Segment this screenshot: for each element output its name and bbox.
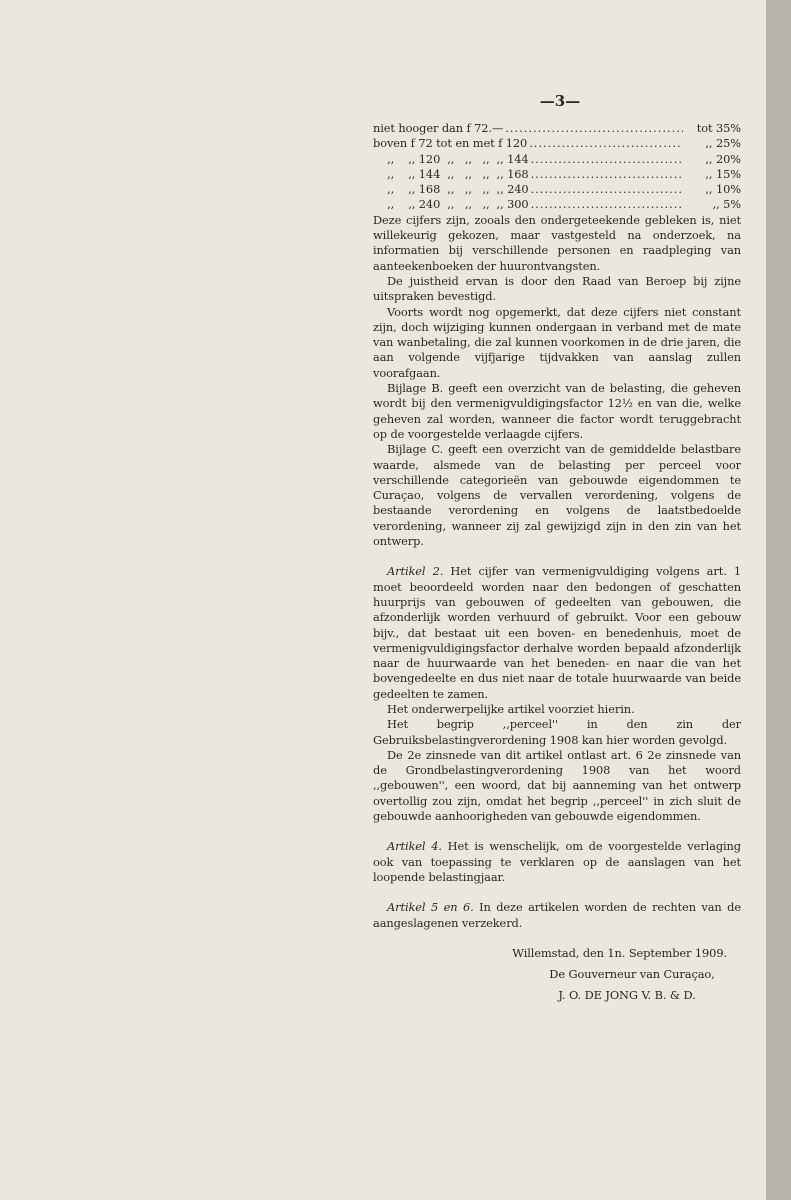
paragraph: De 2e zinsnede van dit artikel ontlast art. 6 2e zinsnede van de Grondbelastingverordening 1908 van het woord ,,gebouwen'', een woord, dat bij aanneming van het ontwerp overtollig zou zijn, omdat het begrip ,,perceel'' in zich sluit de gebouwde aanhoorigheden van gebouwde eigendommen. <box>373 747 741 824</box>
rate-label: niet hooger dan f 72.— <box>373 121 504 135</box>
artikel-text: Het is wenschelijk, om de voorgestelde verlaging ook van toepassing te verklaren op de aanslagen van het loopende belastingjaar. <box>373 839 741 884</box>
place-date: Willemstad, den 1n. September 1909. <box>512 945 727 960</box>
rate-row <box>373 136 741 151</box>
artikel-label: Artikel 4. <box>387 839 442 854</box>
rate-row <box>373 182 741 197</box>
rate-value: ,, 20% <box>705 151 741 166</box>
paragraph: Bijlage B. geeft een overzicht van de belasting, die geheven wordt bij den vermenigvuldigingsfactor 12½ en van die, welke geheven zal worden, wanneer die factor wordt teruggebracht op de voorgestelde verlaagde cijfers. <box>373 381 741 441</box>
rate-row <box>373 197 741 212</box>
rate-row <box>373 167 741 182</box>
rate-value: ,, 15% <box>705 166 741 181</box>
rate-label: boven f 72 tot en met f 120 <box>373 136 528 151</box>
paragraph: Bijlage C. geeft een overzicht van de gemiddelde belastbare waarde, alsmede van de belasting per perceel voor verschillende categorieën van gebouwde eigendommen te Curaçao, volgens de vervallen verordening, volgens de bestaande verordening en volgens de laatstbedoelde verordening, wanneer zij zal gewijzigd zijn in den zin van het ontwerp. <box>373 442 741 549</box>
paragraph: De juistheid ervan is door den Raad van Beroep bij zijne uitspraken bevestigd. <box>373 273 741 304</box>
page-content <box>373 121 741 1004</box>
artikel-text: Het cijfer van vermenigvuldiging volgens art. 1 moet beoordeeld worden naar den bedongen of geschatten huurprijs van gebouwen of gedeelten van gebouwen, die afzonderlijk worden verhuurd of gebruikt. Voor een gebouw bijv., dat bestaat uit een boven- en benedenhuis, moet de vermenigvuldigingsfactor derhalve worden bepaald afzonderlijk naar de huurwaarde van het beneden- en naar die van het bovengedeelte en dus niet naar de totale huurwaarde van beide gedeelten te zamen. <box>373 564 741 701</box>
rate-value: ,, 10% <box>705 182 741 197</box>
artikel-label: Artikel 2. <box>387 564 444 579</box>
signatory-title: De Gouverneur van Curaçao, <box>549 967 715 982</box>
rate-row <box>373 152 741 167</box>
artikel-4 <box>373 839 741 885</box>
rate-label: ,, ,, 240 ,, ,, ,, ,, 300 <box>373 197 529 212</box>
paragraph: Het begrip ,,perceel'' in den zin der Gebruiksbelastingverordening 1908 kan hier worden gevolgd. <box>373 717 741 747</box>
rate-table <box>373 121 741 213</box>
artikel-label: Artikel 5 en 6. <box>387 900 474 915</box>
rate-value: tot 35% <box>696 121 741 135</box>
rate-label: ,, ,, 144 ,, ,, ,, ,, 168 <box>373 166 529 181</box>
rate-value: ,, 5% <box>712 197 741 212</box>
paragraph: Voorts wordt nog opgemerkt, dat deze cijfers niet constant zijn, doch wijziging kunnen ondergaan in verband met de mate van wanbetaling, die zal kunnen voorkomen in de drie jaren, die aan volgende vijfjarige tijdvakken van aanslag zullen voorafgaan. <box>373 304 741 380</box>
rate-label: ,, ,, 120 ,, ,, ,, ,, 144 <box>373 151 529 166</box>
rate-label: ,, ,, 168 ,, ,, ,, ,, 240 <box>373 182 529 197</box>
page-edge <box>766 0 791 1200</box>
artikel-text: In deze artikelen worden de rechten van de aangeslagenen verzekerd. <box>373 900 741 930</box>
signature-name: J. O. DE JONG V. B. & D. <box>558 988 696 1003</box>
paragraph: Deze cijfers zijn, zooals den ondergeteekende gebleken is, niet willekeurig gekozen, maar vastgesteld na onderzoek, na informatien bij verschillende personen en raadpleging van aanteekenboeken der huurontvangsten. <box>373 212 741 273</box>
artikel-2 <box>373 564 741 702</box>
artikel-5-6 <box>373 900 741 931</box>
paragraph: Het onderwerpelijke artikel voorziet hierin. <box>387 701 635 716</box>
rate-value: ,, 25% <box>705 136 741 151</box>
rate-row <box>373 121 741 136</box>
page-number: —3— <box>539 92 581 110</box>
